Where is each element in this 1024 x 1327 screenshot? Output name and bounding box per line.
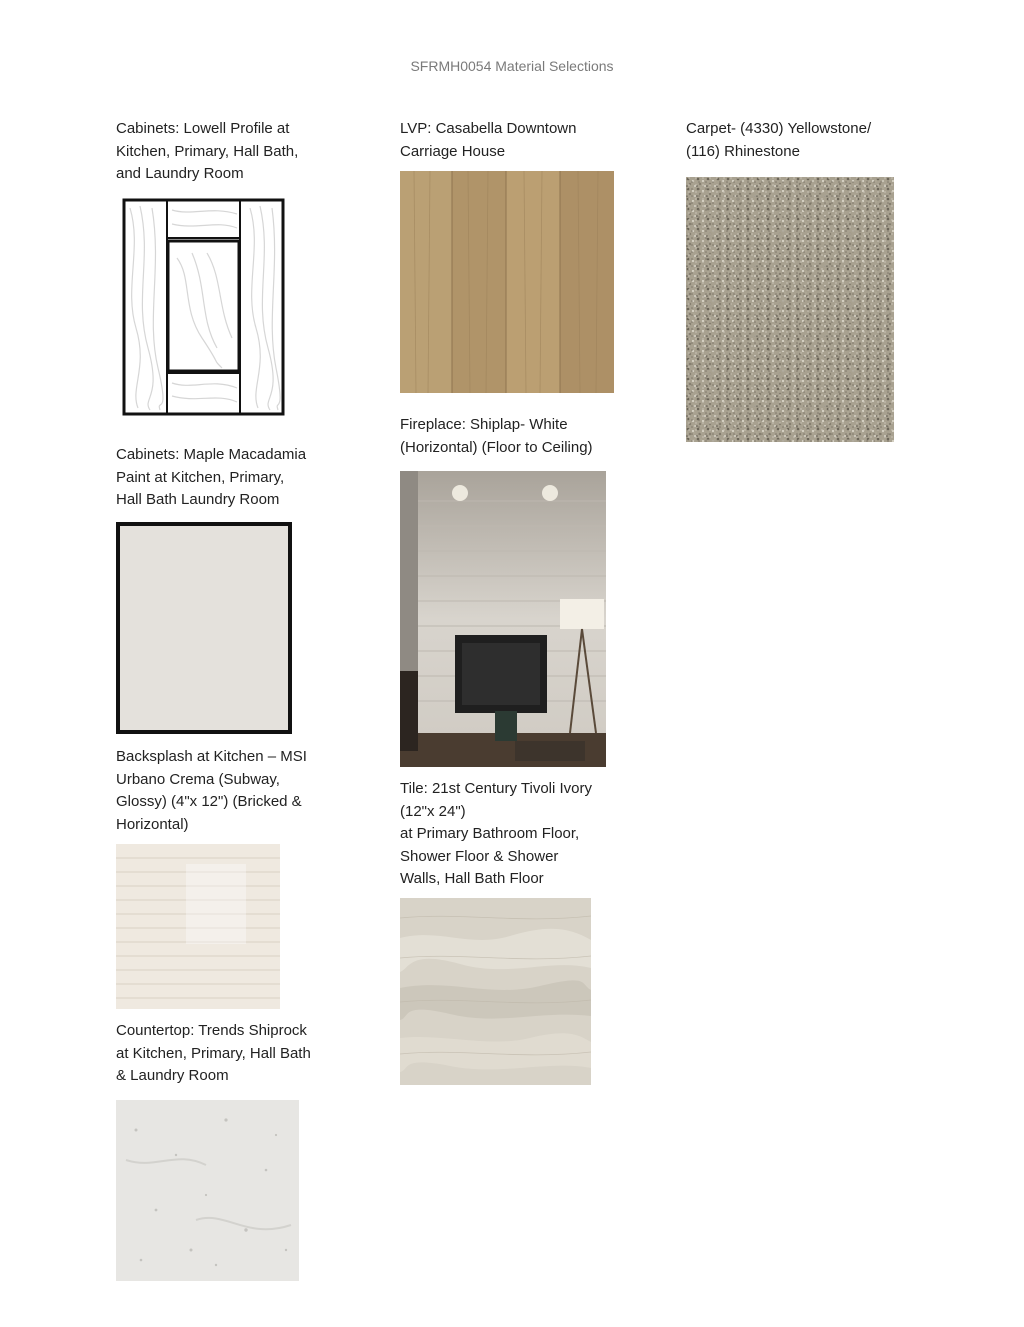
lvp-label: LVP: Casabella Downtown Carriage House (400, 120, 577, 160)
lvp-swatch (400, 171, 614, 393)
tile-swatch (400, 898, 591, 1085)
countertop-label: Countertop: Trends Shiprock at Kitchen, Primary, Hall Bath & Laundry Room (116, 1022, 311, 1084)
fireplace-photo (400, 471, 606, 767)
cabinet-door-profile-image (122, 198, 285, 416)
countertop-swatch (116, 1100, 299, 1281)
cabinet-profile-label: Cabinets: Lowell Profile at Kitchen, Primary, Hall Bath, and Laundry Room (116, 120, 299, 182)
cabinet-paint-swatch (116, 522, 292, 734)
carpet-swatch (686, 177, 894, 442)
fireplace-label: Fireplace: Shiplap- White (Horizontal) (Floor to Ceiling) (400, 416, 593, 456)
backsplash-label: Backsplash at Kitchen – MSI Urbano Crema (Subway, Glossy) (4"x 12") (Bricked & Horizontal) (116, 748, 307, 833)
page-title: SFRMH0054 Material Selections (410, 58, 614, 74)
cabinet-paint-label: Cabinets: Maple Macadamia Paint at Kitchen, Primary, Hall Bath Laundry Room (116, 446, 307, 508)
tile-label: Tile: 21st Century Tivoli Ivory (12"x 24") at Primary Bathroom Floor, Shower Floor & Shower Walls, Hall Bath Floor (400, 780, 593, 887)
backsplash-swatch (116, 844, 280, 1009)
carpet-label: Carpet- (4330) Yellowstone/ (116) Rhinestone (686, 120, 872, 160)
